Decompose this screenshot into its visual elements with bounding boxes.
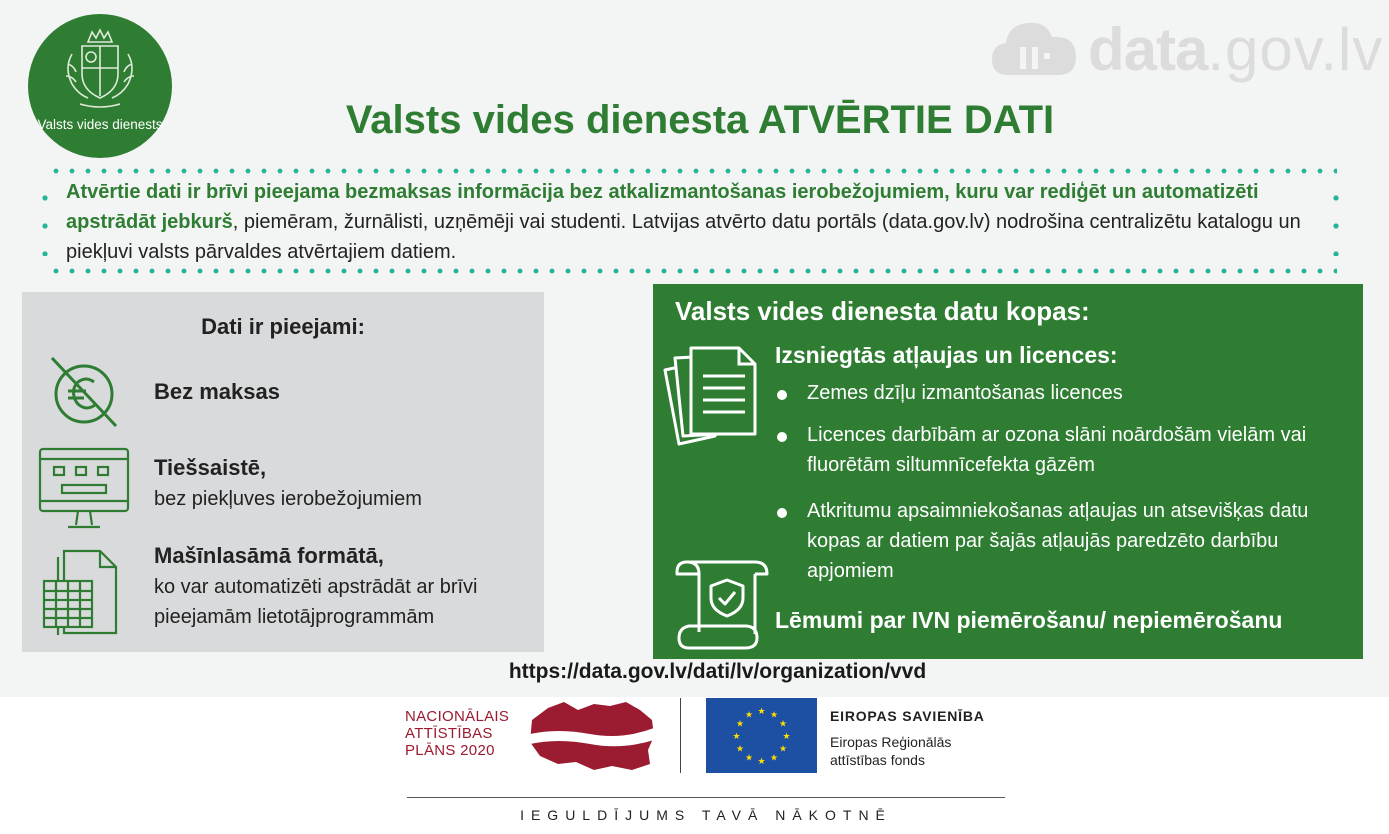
- nap-line: NACIONĀLAIS: [405, 708, 510, 725]
- intro-box: [40, 160, 1345, 278]
- availability-panel: [22, 292, 544, 652]
- svg-text:★: ★: [732, 732, 741, 742]
- svg-text:★: ★: [757, 757, 766, 767]
- intro-bold-text: Atvērtie dati ir brīvi pieejama bezmaksas informācija bez atkalizmantošanas ierobežojumiem, kuru var rediģēt un automatizēti apstrādāt jebkurš: [66, 181, 1259, 233]
- datasets-title: Valsts vides dienesta datu kopas:: [675, 296, 1090, 326]
- dataset-item: Zemes dzīļu izmantošanas licences: [775, 378, 1345, 408]
- dotted-border-top: [48, 168, 1337, 174]
- datasets-list: [775, 378, 1345, 586]
- intro-text: [66, 177, 1316, 267]
- dotted-border-left: [42, 184, 48, 256]
- shield-document-icon: [675, 556, 771, 652]
- availability-item-heading: Mašīnlasāmā formātā,: [154, 543, 384, 568]
- cloud-icon: [990, 19, 1078, 79]
- datasets-subtitle: Izsniegtās atļaujas un licences:: [775, 342, 1118, 368]
- latvia-map-icon: [528, 698, 658, 774]
- svg-text:★: ★: [735, 719, 745, 730]
- portal-logo-light: .gov.lv: [1207, 15, 1384, 83]
- dataset-item: Atkritumu apsaimniekošanas atļaujas un atsevišķas datu kopas ar datiem par šajās atļaujās paredzēto darbību apjomiem: [775, 496, 1345, 586]
- svg-text:★: ★: [769, 753, 779, 764]
- availability-title: Dati ir pieejami:: [201, 314, 365, 339]
- footer-slogan: IEGULDĪJUMS TAVĀ NĀKOTNĒ: [520, 807, 892, 823]
- datasets-panel: [653, 284, 1363, 659]
- portal-logo-bold: data: [1088, 15, 1208, 83]
- dotted-border-bottom: [48, 268, 1337, 274]
- svg-text:★: ★: [778, 719, 788, 730]
- svg-text:★: ★: [782, 732, 791, 742]
- svg-text:★: ★: [778, 744, 788, 755]
- availability-item-text: bez piekļuves ierobežojumiem: [154, 488, 422, 510]
- availability-item-heading: Bez maksas: [154, 379, 280, 404]
- intro-normal-text: , piemēram, žurnālisti, uzņēmēji vai studenti. Latvijas atvērto datu portāls (data.gov.lv) nodrošina centralizētu katalogu un piekļuvi valsts pārvaldes atvērtajiem datiem.: [66, 211, 1301, 263]
- datasets-bottom-item: Lēmumi par IVN piemērošanu/ nepiemērošanu: [775, 607, 1283, 633]
- svg-text:★: ★: [744, 753, 754, 764]
- footer-rule: [407, 797, 1005, 798]
- svg-text:★: ★: [757, 707, 766, 717]
- coat-of-arms-icon: [58, 24, 142, 112]
- svg-text:★: ★: [769, 710, 779, 721]
- vvd-emblem: [28, 14, 172, 158]
- eu-flag-icon: [706, 698, 817, 773]
- organization-url[interactable]: https://data.gov.lv/dati/lv/organization/vvd: [508, 660, 927, 683]
- page-title: Valsts vides dienesta ATVĒRTIE DATI: [345, 98, 1055, 142]
- svg-text:★: ★: [735, 744, 745, 755]
- no-euro-icon: [38, 354, 134, 430]
- spreadsheet-icon: [38, 547, 134, 637]
- nap-line: ATTĪSTĪBAS: [405, 725, 493, 742]
- dotted-border-right: [1333, 184, 1339, 256]
- dataset-item: Licences darbībām ar ozona slāni noārdošām vielām vai fluorētām siltumnīcefekta gāzēm: [775, 420, 1345, 480]
- eu-fund-line: attīstības fonds: [830, 752, 925, 768]
- eu-fund-text: [830, 733, 951, 769]
- svg-text:★: ★: [744, 710, 754, 721]
- monitor-icon: [38, 447, 134, 533]
- footer-divider: [680, 698, 681, 773]
- data-gov-lv-logo[interactable]: [990, 14, 1383, 84]
- nap-2020-logo-text: [405, 708, 509, 759]
- eu-fund-line: Eiropas Reģionālās: [830, 734, 952, 750]
- availability-item-heading: Tiešsaistē,: [154, 455, 267, 480]
- eu-title: EIROPAS SAVIENĪBA: [830, 708, 985, 724]
- nap-line: PLĀNS 2020: [405, 742, 495, 759]
- availability-item-text: ko var automatizēti apstrādāt ar brīvi pieejamām lietotājprogrammām: [154, 576, 478, 628]
- emblem-label: Valsts vides dienests: [37, 117, 163, 132]
- documents-icon: [661, 344, 761, 448]
